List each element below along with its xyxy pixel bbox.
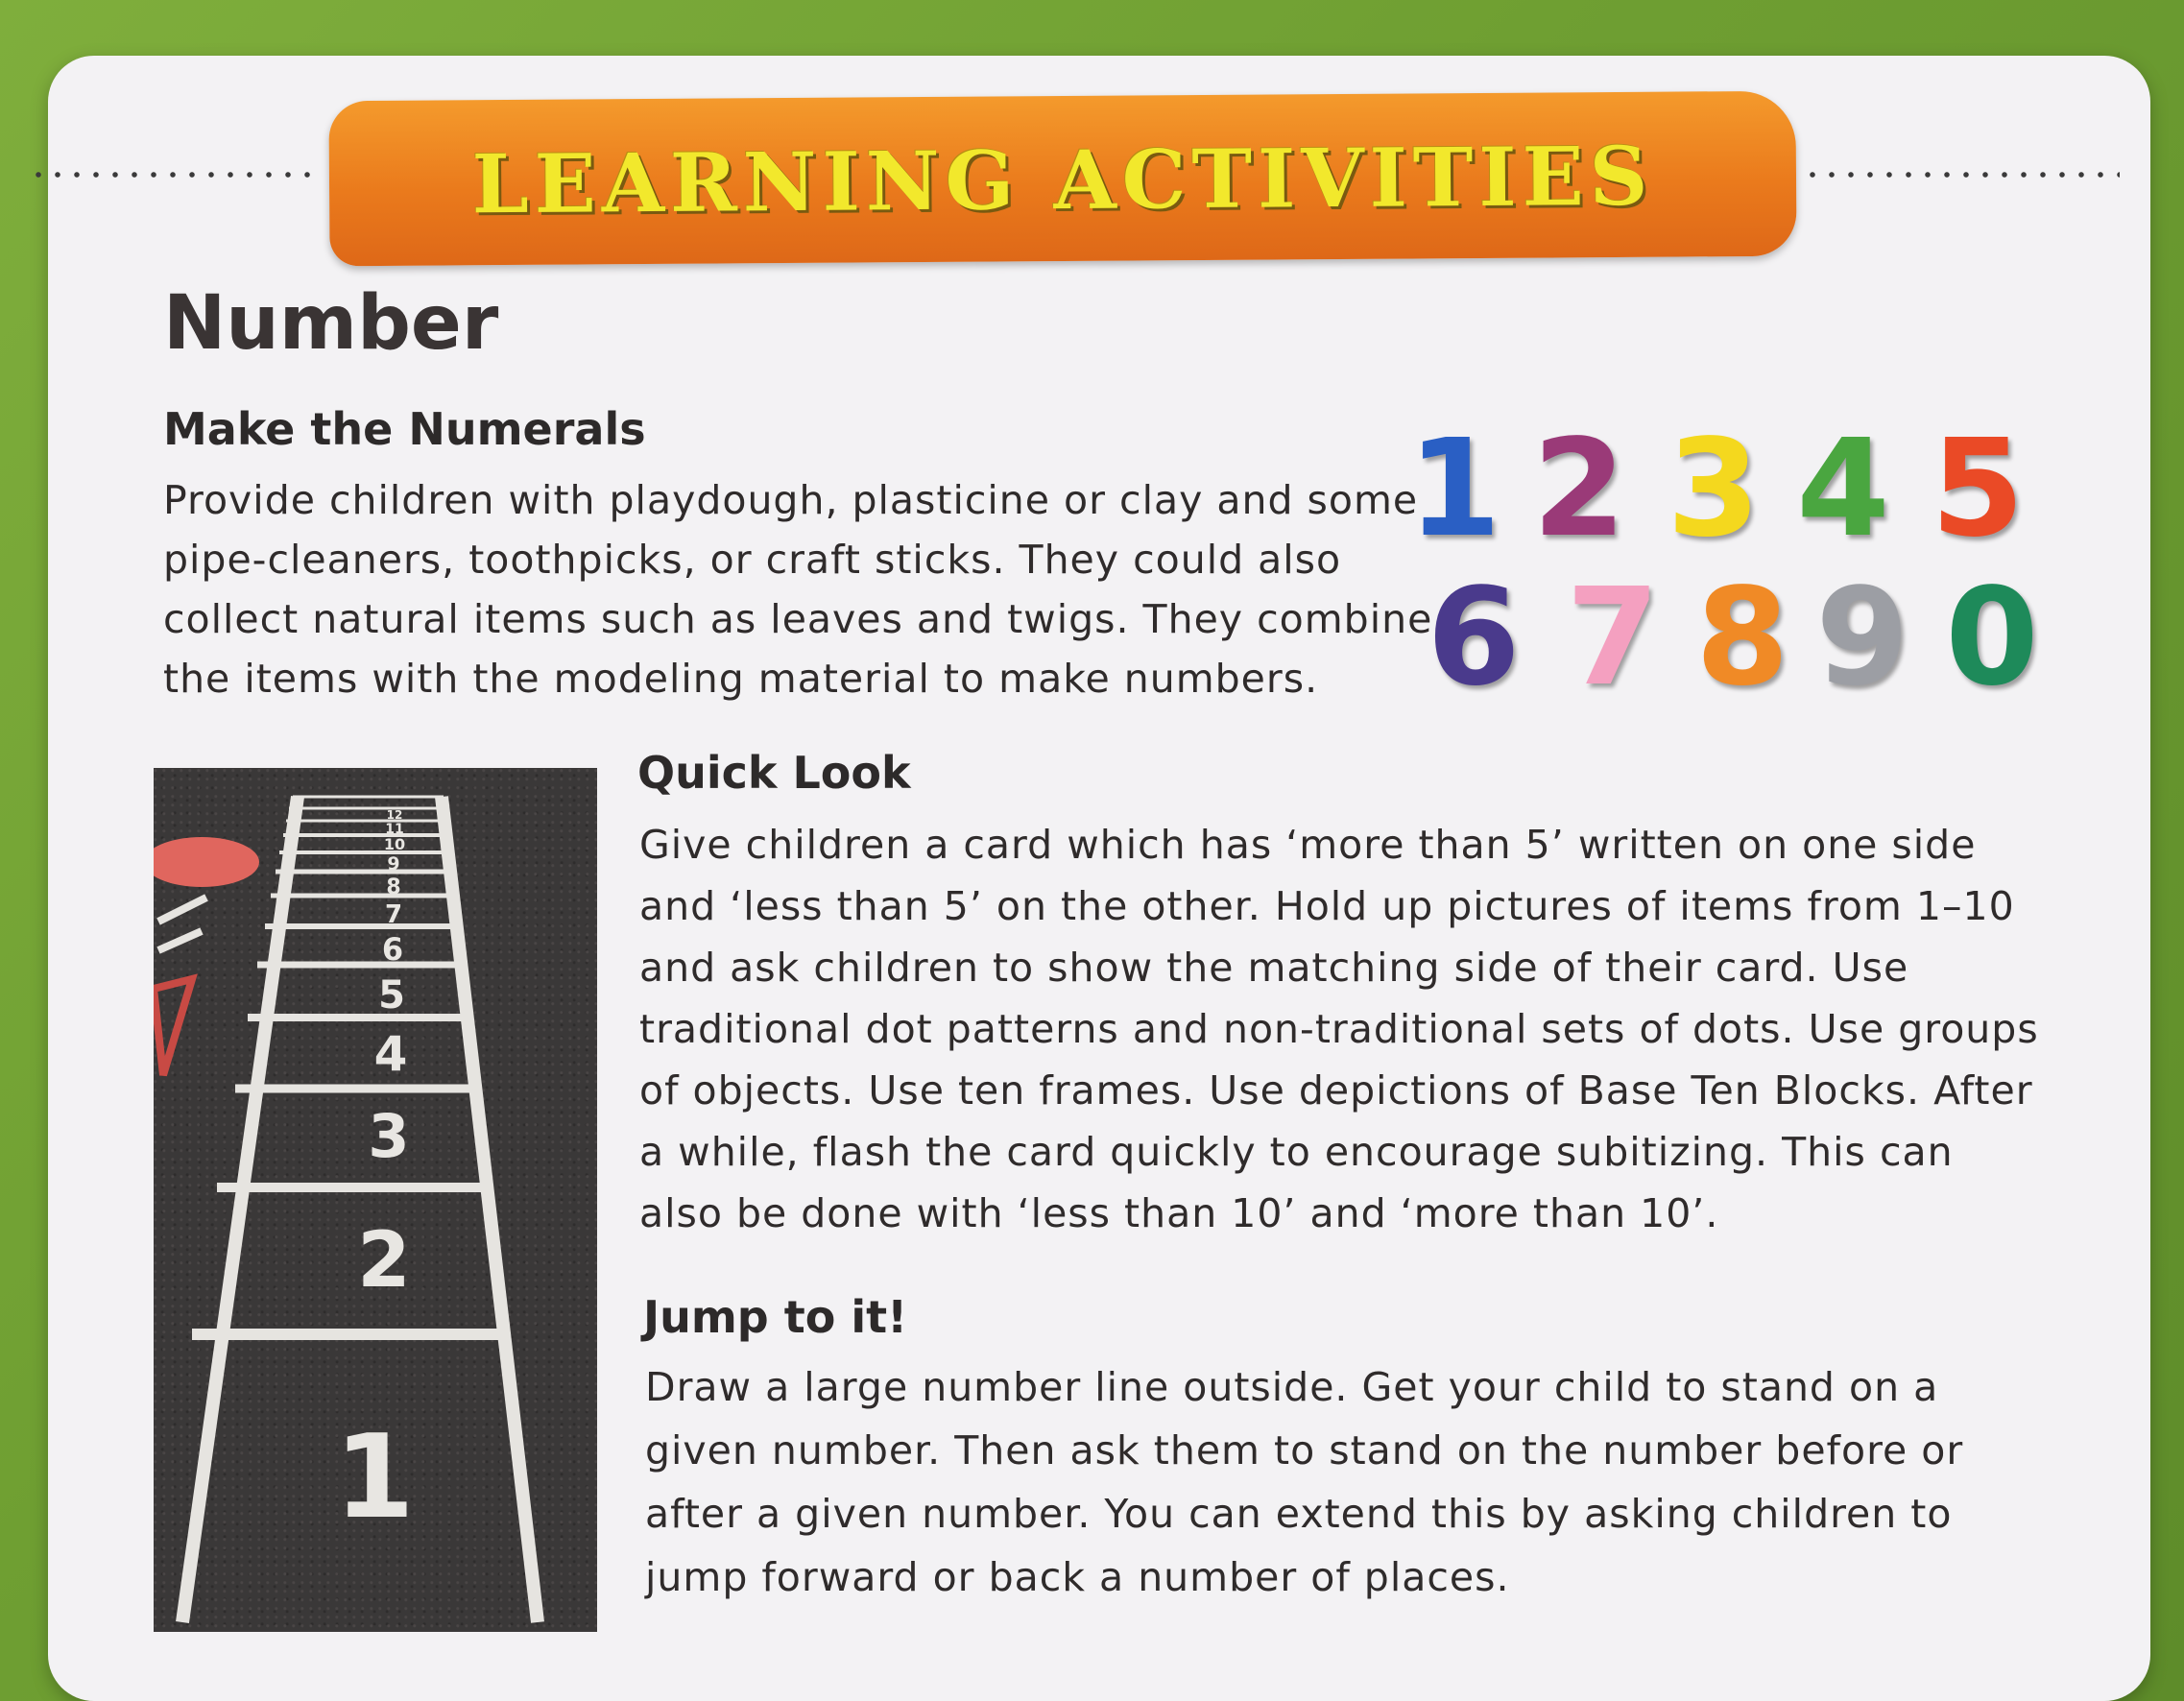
ladder-number-9: 9 [387,853,400,874]
clay-numeral-8: 8 [1695,560,1789,716]
ladder-rail-right [442,797,538,1622]
text-line: and ask children to show the matching side of their card. Use [639,945,1909,991]
number-ladder-photo [154,768,597,1632]
quick-look-text [639,814,2039,1244]
ladder-number-10: 10 [383,835,406,853]
ladder-number-5: 5 [378,973,405,1018]
red-paint-spot [154,837,259,887]
ladder-rail-left [182,797,298,1622]
clay-numerals-image [1397,411,2059,716]
white-paint-mark [158,898,206,922]
make-numerals-text [163,470,1432,708]
text-line: given number. Then ask them to stand on the number before or [645,1427,1964,1473]
clay-numeral-0: 0 [1945,560,2039,716]
ladder-number-12: 12 [386,808,403,822]
banner-title: LEARNING ACTIVITIES [471,128,1654,232]
jump-heading: Jump to it! [643,1291,908,1343]
make-numerals-heading: Make the Numerals [163,403,646,455]
section-title: Number [163,280,499,367]
text-line: jump forward or back a number of places. [645,1554,1510,1600]
clay-numeral-6: 6 [1427,560,1521,716]
clay-numeral-3: 3 [1667,411,1761,567]
text-line: of objects. Use ten frames. Use depictions of Base Ten Blocks. After [639,1067,2033,1114]
ladder-number-4: 4 [373,1026,408,1082]
text-line: a while, flash the card quickly to encourage subitizing. This can [639,1129,1954,1175]
text-line: Give children a card which has ‘more than 5’ written on one side [639,822,1977,868]
ladder-number-8: 8 [386,875,401,899]
clay-numeral-7: 7 [1566,560,1660,716]
text-line: Provide children with playdough, plasticine or clay and some [163,477,1419,523]
ladder-number-3: 3 [368,1101,410,1171]
ladder-number-11: 11 [385,822,404,837]
clay-numeral-1: 1 [1407,411,1501,567]
ladder-number-2: 2 [357,1215,411,1305]
title-banner [328,91,1796,267]
dotted-rule-right [1803,171,2120,179]
text-line: Draw a large number line outside. Get your child to stand on a [645,1364,1939,1410]
text-line: traditional dot patterns and non-traditional sets of dots. Use groups [639,1006,2039,1052]
white-paint-mark [158,931,202,950]
dotted-rule-left [29,171,322,179]
clay-numeral-5: 5 [1931,411,2025,567]
quick-look-heading: Quick Look [637,747,911,799]
ladder-number-6: 6 [381,931,404,968]
clay-numeral-4: 4 [1796,411,1890,567]
number-ladder-drawing [154,768,597,1632]
clay-numeral-9: 9 [1815,560,1909,716]
text-line: after a given number. You can extend this by asking children to [645,1491,1953,1537]
text-line: collect natural items such as leaves and twigs. They combine [163,596,1433,642]
text-line: the items with the modeling material to make numbers. [163,656,1319,702]
jump-text [645,1355,1963,1609]
text-line: and ‘less than 5’ on the other. Hold up pictures of items from 1–10 [639,883,2015,929]
ladder-number-1: 1 [334,1411,415,1545]
clay-numeral-2: 2 [1532,411,1626,567]
text-line: also be done with ‘less than 10’ and ‘more than 10’. [639,1190,1719,1236]
red-paint-mark [154,979,192,1075]
ladder-number-7: 7 [384,900,403,929]
text-line: pipe-cleaners, toothpicks, or craft sticks. They could also [163,537,1342,583]
